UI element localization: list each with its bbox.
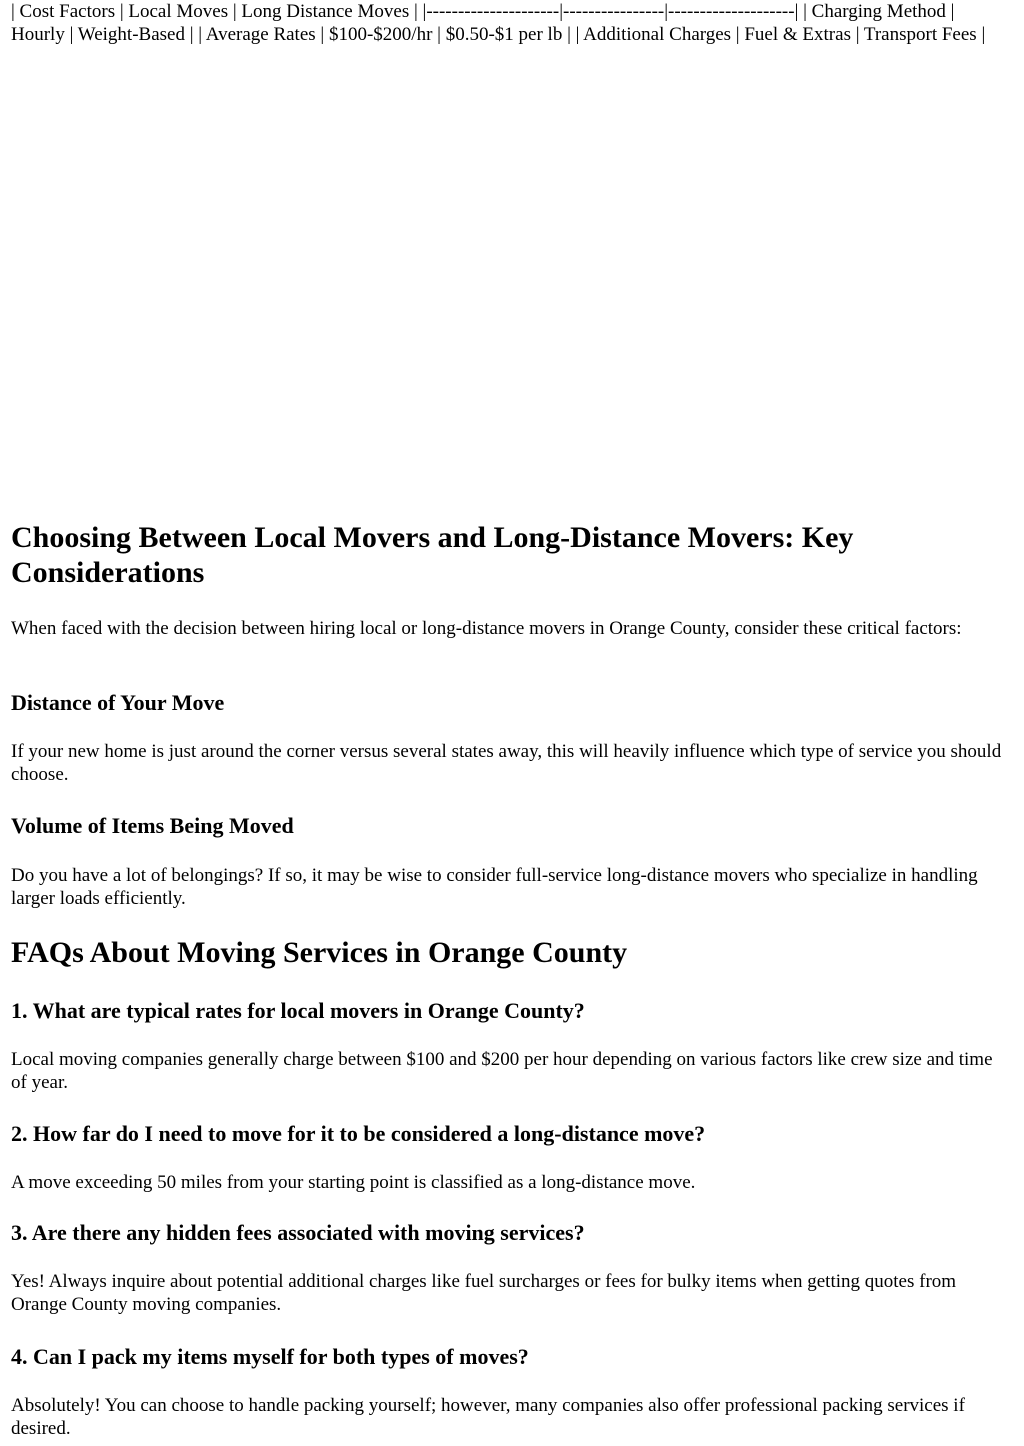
faq-answer-2: A move exceeding 50 miles from your starting point is classified as a long-distance move. bbox=[11, 1172, 696, 1193]
paragraph-distance: If your new home is just around the corner versus several states away, this will heavily influence which type of service you should choose. bbox=[11, 741, 1002, 785]
faq-heading: FAQs About Moving Services in Orange County bbox=[11, 936, 628, 969]
blank-image-area bbox=[11, 82, 1013, 502]
subheading-volume: Volume of Items Being Moved bbox=[11, 813, 294, 838]
intro-paragraph: When faced with the decision between hiring local or long-distance movers in Orange County, consider these critical factors: bbox=[11, 618, 962, 639]
faq-question-3: 3. Are there any hidden fees associated with moving services? bbox=[11, 1220, 585, 1245]
paragraph-volume: Do you have a lot of belongings? If so, it may be wise to consider full-service long-distance movers who specialize in handling larger loads efficiently. bbox=[11, 865, 978, 909]
faq-answer-1: Local moving companies generally charge between $100 and $200 per hour depending on various factors like crew size and time of year. bbox=[11, 1049, 993, 1093]
section-heading-choosing: Choosing Between Local Movers and Long-Distance Movers: Key Considerations bbox=[11, 521, 854, 589]
faq-question-2: 2. How far do I need to move for it to be considered a long-distance move? bbox=[11, 1121, 706, 1146]
faq-answer-4: Absolutely! You can choose to handle packing yourself; however, many companies also offer professional packing services if desired. bbox=[11, 1395, 965, 1439]
subheading-distance: Distance of Your Move bbox=[11, 690, 225, 715]
faq-answer-3: Yes! Always inquire about potential additional charges like fuel surcharges or fees for bulky items when getting quotes from Orange County moving companies. bbox=[11, 1271, 957, 1315]
faq-question-4: 4. Can I pack my items myself for both types of moves? bbox=[11, 1344, 529, 1369]
faq-question-1: 1. What are typical rates for local movers in Orange County? bbox=[11, 998, 585, 1023]
markdown-table-text: | Cost Factors | Local Moves | Long Distance Moves | |---------------------|----------------|--------------------| | Charging Method | Hourly | Weight-Based | | Average Rates | $100-$200/hr | $0.50-$1 per lb | | Additional Charges | Fuel & Extras | Transport Fees | bbox=[11, 1, 986, 45]
